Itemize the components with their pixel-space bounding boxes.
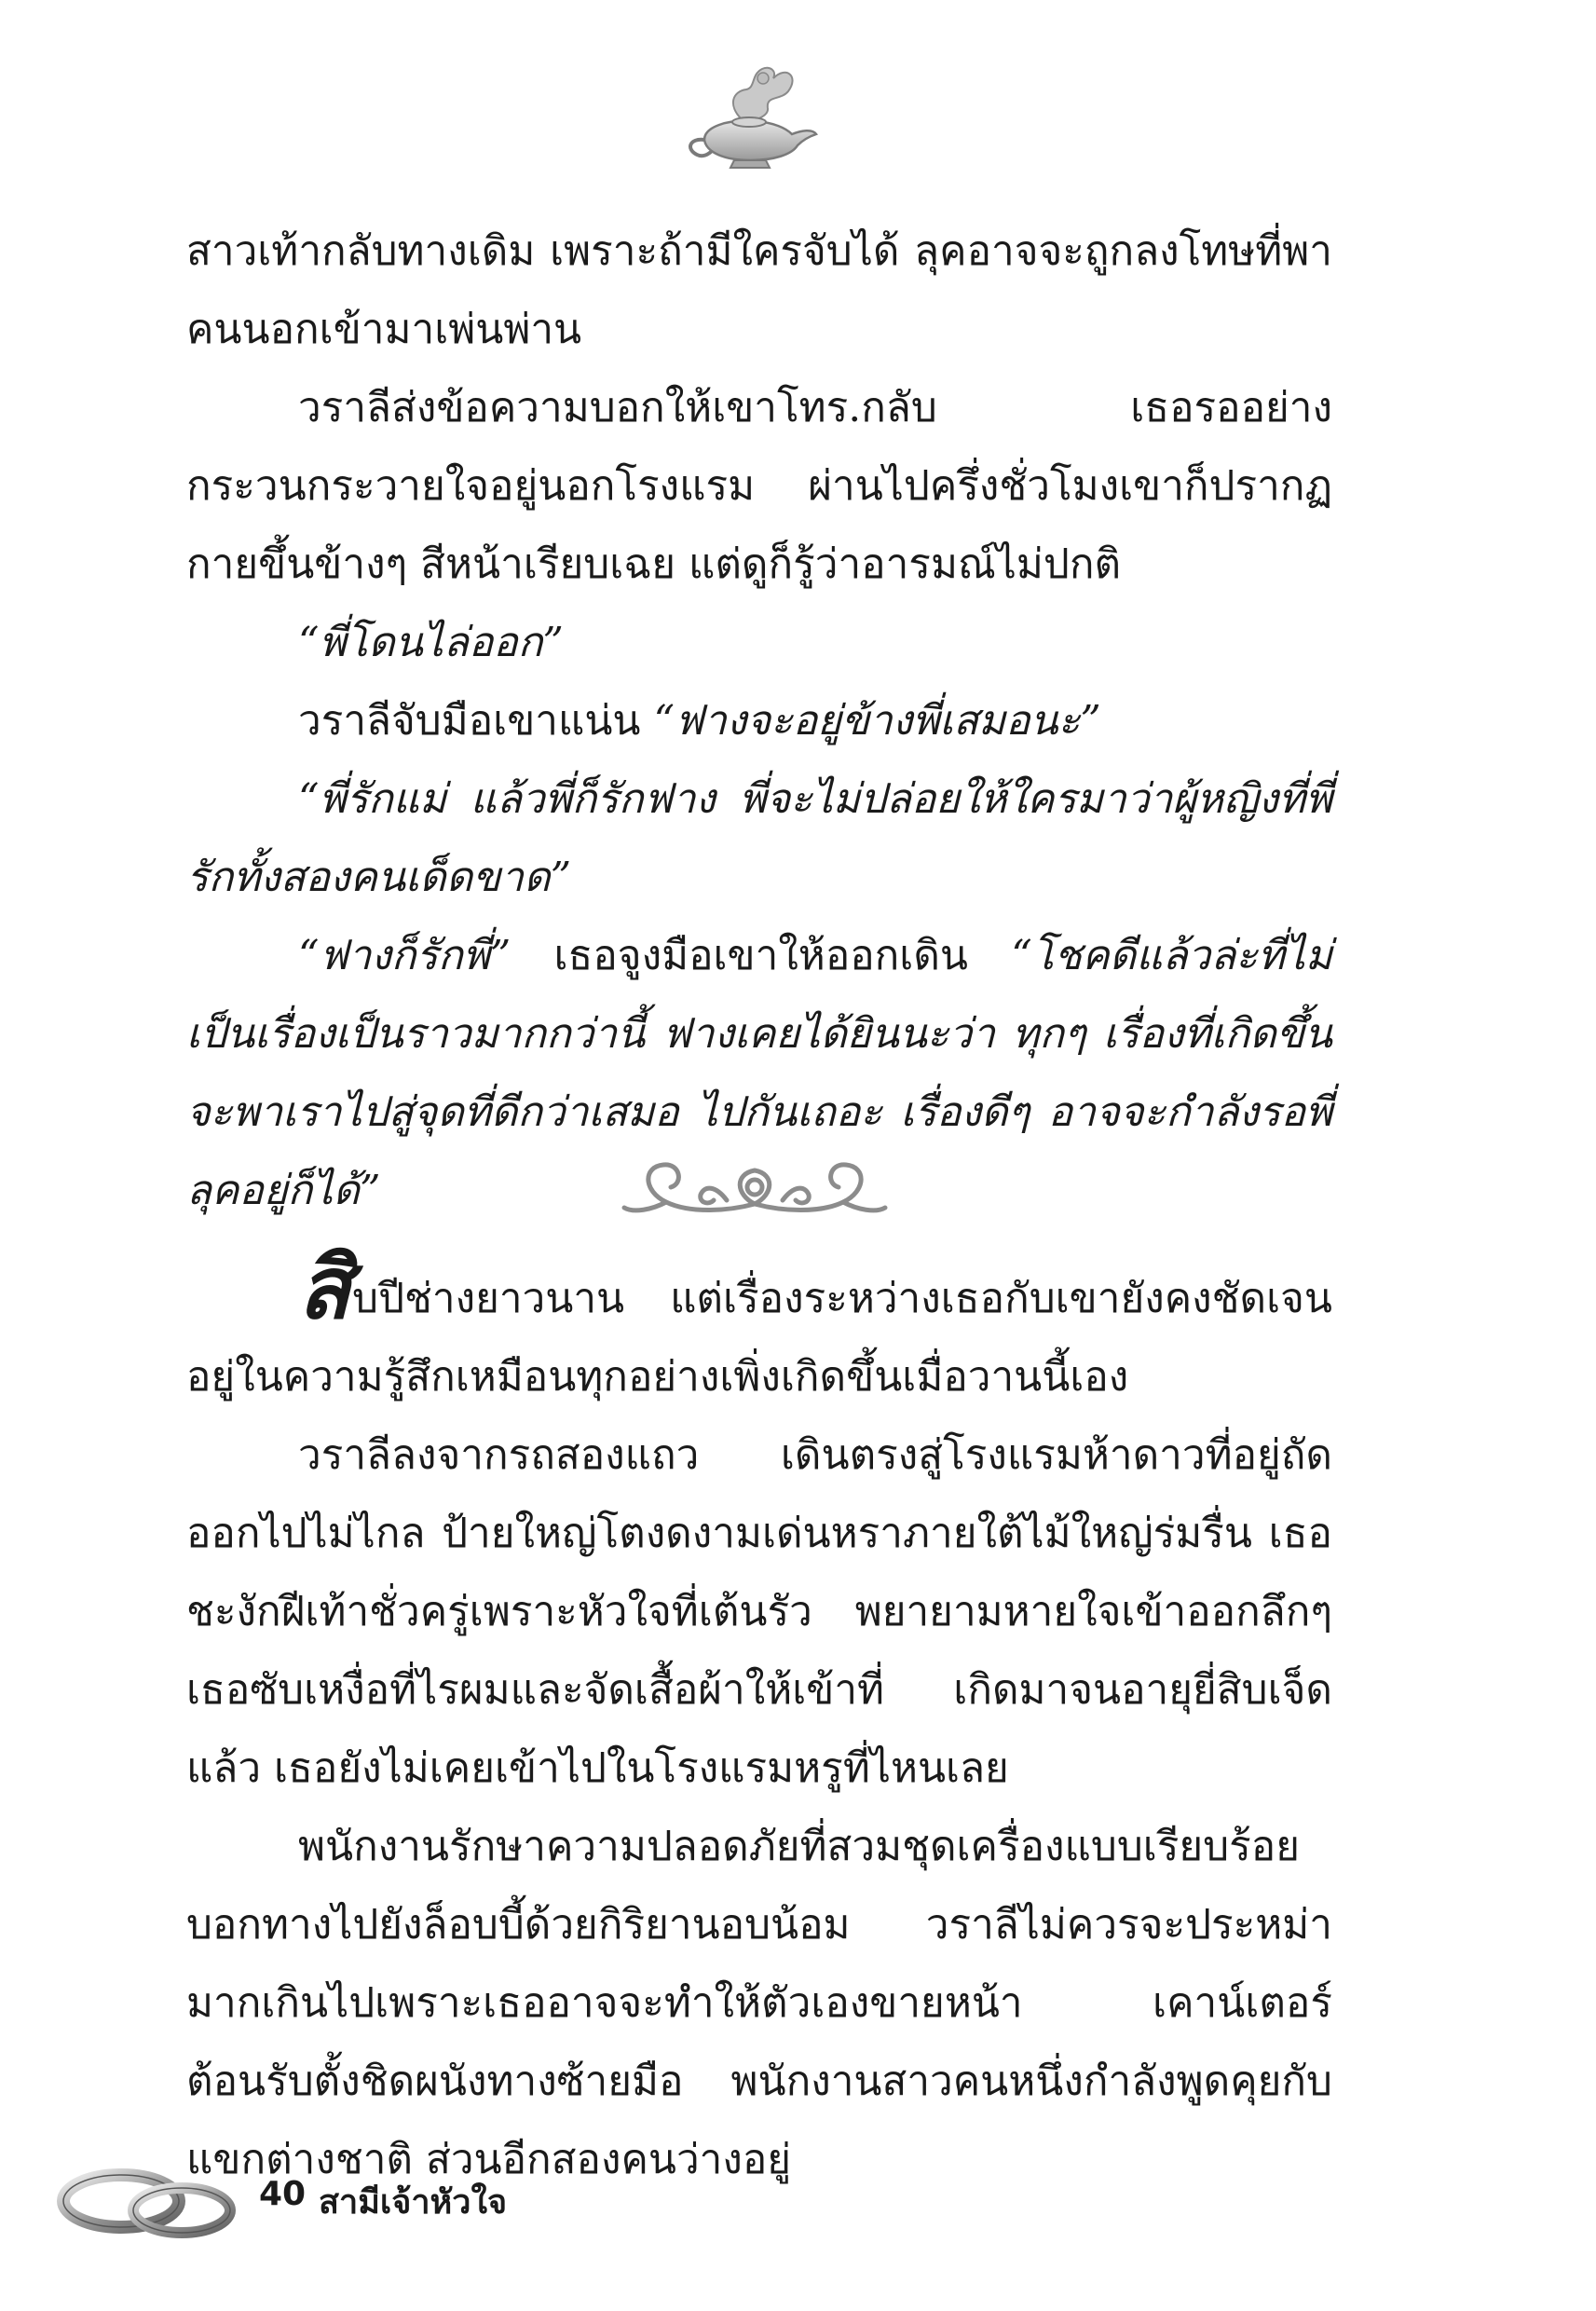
- paragraph: [186, 1238, 1332, 1416]
- paragraph: วราลีส่งข้อความบอกให้เขาโทร.กลับ เธอรออย่างกระวนกระวายใจอยู่นอกโรงแรม ผ่านไปครึ่งชั่วโมงเขาก็ปรากฏกายขึ้นข้างๆ สีหน้าเรียบเฉย แต่ดูก็รู้ว่าอารมณ์ไม่ปกติ: [186, 384, 1332, 588]
- scroll-flourish-icon: [615, 1139, 894, 1241]
- dialogue-line: “พี่โดนไล่ออก”: [298, 619, 564, 666]
- dialogue-line: “ฟางก็รักพี่”: [298, 932, 512, 979]
- narration: บปีช่างยาวนาน แต่เรื่องระหว่างเธอกับเขายังคงชัดเจนอยู่ในความรู้สึกเหมือนทุกอย่างเพิ่งเกิดขึ้นเมื่อวานนี้เอง: [186, 1275, 1332, 1401]
- narration: เธอจูงมือเขาให้ออกเดิน: [511, 932, 1012, 979]
- narration: วราลีจับมือเขาแน่น: [298, 697, 654, 745]
- paragraph: พนักงานรักษาความปลอดภัยที่สวมชุดเครื่องแบบเรียบร้อยบอกทางไปยังล็อบบี้ด้วยกิริยานอบน้อม วราลีไม่ควรจะประหม่ามากเกินไปเพราะเธออาจจะทำให้ตัวเองขายหน้า เคาน์เตอร์ต้อนรับตั้งชิดผนังทางซ้ายมือ พนักงานสาวคนหนึ่งกำลังพูดคุยกับแขกต่างชาติ ส่วนอีกสองคนว่างอยู่: [186, 1823, 1332, 2183]
- section-one: [186, 212, 1332, 1230]
- page-number: 40: [259, 2175, 307, 2213]
- drop-cap: สิ: [298, 1238, 351, 1338]
- dialogue-line: “โชคดีแล้วล่ะที่ไม่เป็นเรื่องเป็นราวมากกว่านี้ ฟางเคยได้ยินนะว่า ทุกๆ เรื่องที่เกิดขึ้น จะพาเราไปสู่จุดที่ดีกว่าเสมอ ไปกันเถอะ เรื่องดีๆ อาจจะกำลังรอพี่ลุคอยู่ก็ได้”: [186, 932, 1332, 1214]
- genie-lamp-icon: [676, 54, 825, 175]
- paragraph: วราลีลงจากรถสองแถว เดินตรงสู่โรงแรมห้าดาวที่อยู่ถัดออกไปไม่ไกล ป้ายใหญ่โตงดงามเด่นหราภายใต้ไม้ใหญ่ร่มรื่น เธอชะงักฝีเท้าชั่วครู่เพราะหัวใจที่เต้นรัว พยายามหายใจเข้าออกลึกๆ เธอซับเหงื่อที่ไรผมและจัดเสื้อผ้าให้เข้าที่ เกิดมาจนอายุยี่สิบเจ็ดแล้ว เธอยังไม่เคยเข้าไปในโรงแรมหรูที่ไหนเลย: [186, 1431, 1332, 1792]
- dialogue-line: “ฟางจะอยู่ข้างพี่เสมอนะ”: [653, 697, 1101, 745]
- page-footer: [56, 2153, 708, 2255]
- section-two: [186, 1238, 1332, 2199]
- paragraph: สาวเท้ากลับทางเดิม เพราะถ้ามีใครจับได้ ลุคอาจจะถูกลงโทษที่พาคนนอกเข้ามาเพ่นพ่าน: [186, 227, 1332, 353]
- book-title: สามีเจ้าหัวใจ: [319, 2183, 508, 2222]
- paragraph: [186, 682, 1332, 760]
- dialogue-line: “พี่รักแม่ แล้วพี่ก็รักฟาง พี่จะไม่ปล่อยให้ใครมาว่าผู้หญิงที่พี่รักทั้งสองคนเด็ดขาด”: [186, 775, 1332, 901]
- wedding-rings-icon: [56, 2153, 242, 2246]
